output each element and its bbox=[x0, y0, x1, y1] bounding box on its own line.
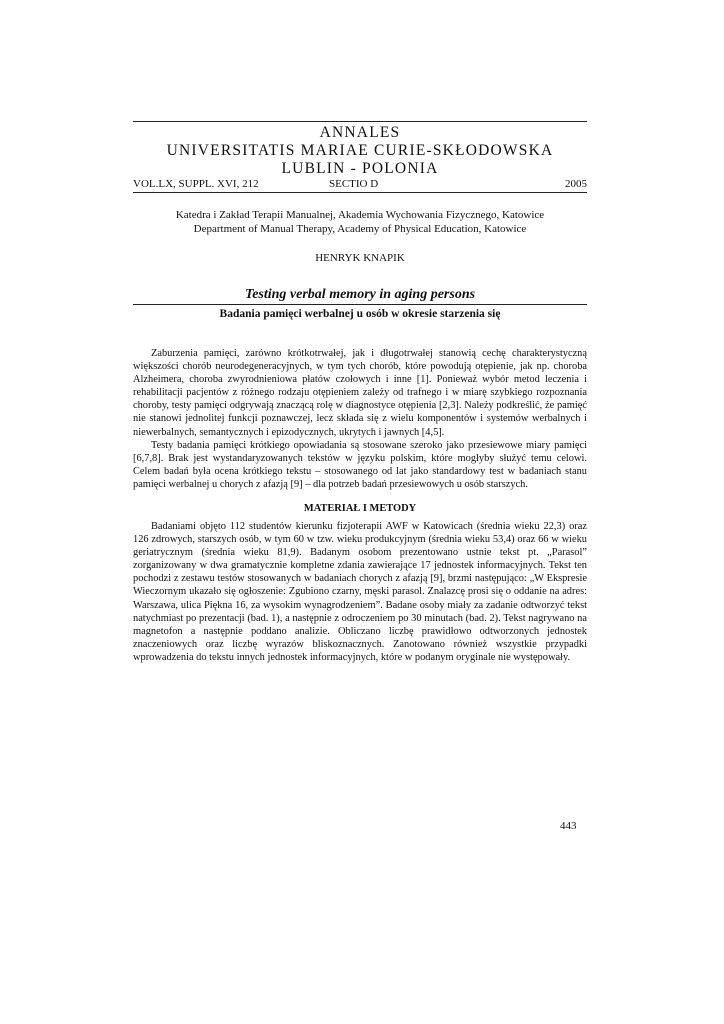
journal-name-line-1: ANNALES bbox=[319, 124, 401, 141]
top-rule bbox=[133, 121, 587, 122]
section: SECTIO D bbox=[329, 178, 379, 190]
article-title: Testing verbal memory in aging persons bbox=[244, 287, 476, 302]
methods bbox=[133, 520, 587, 664]
journal-location: LUBLIN - POLONIA bbox=[281, 160, 439, 177]
introduction bbox=[133, 347, 587, 491]
section-heading: MATERIAŁ I METODY bbox=[303, 503, 417, 514]
affiliation-polish: Katedra i Zakład Terapii Manualnej, Akademia Wychowania Fizycznego, Katowice bbox=[175, 209, 545, 221]
journal-name-line-2: UNIVERSITATIS MARIAE CURIE-SKŁODOWSKA bbox=[166, 142, 554, 159]
year: 2005 bbox=[565, 178, 587, 190]
methods-paragraph: Badaniami objęto 112 studentów kierunku fizjoterapii AWF w Katowicach (średnia wieku 22,3) oraz 126 zdrowych, starszych osób, w tym 60 w tzw. wieku produkcyjnym (średnia wieku 53,4) oraz 66 w wieku geriatrycznym (średnia wieku 81,9). Badanym osobom prezentowano ustnie tekst pt. „Parasol” zorganizowany w dwa gramatycznie kompletne zdania zawierające 17 jednostek informacyjnych. Tekst ten pochodzi z zestawu testów stosowanych w badaniach chorych z afazją [9], brzmi następująco: „W Ekspresie Wieczornym ukazało się ogłoszenie: Zgubiono czarny, męski parasol. Znalazcę prosi się o oddanie na adres: Warszawa, ulica Piękna 16, za wysokim wynagrodzeniem”. Badane osoby miały za zadanie odtworzyć tekst natychmiast po prezentacji (bad. 1), a następnie z odroczeniem po 30 minutach (bad. 2). Tekst nagrywano na magnetofon a następnie poddano analizie. Obliczano liczbę prawidłowo odtworzonych jednostek znaczeniowych oraz liczbę wyrazów bliskoznacznych. Zanotowano również wszystkie przypadki wprowadzenia do tekstu innych jednostek informacyjnych, które w podanym oryginale nie występowały. bbox=[133, 521, 587, 663]
intro-paragraph: Testy badania pamięci krótkiego opowiadania są stosowane szeroko jako przesiewowe miary pamięci [6,7,8]. Brak jest wystandaryzowanych tekstów w języku polskim, które mogłyby służyć temu celowi. Celem badań była ocena krótkiego tekstu – stosowanego od lat jako standardowy test w badaniach stanu pamięci werbalnej u chorych z afazją [9] – dla potrzeb badań przesiewowych u osób starszych. bbox=[133, 439, 587, 490]
masthead-bottom-rule bbox=[133, 192, 587, 193]
article-subtitle: Badania pamięci werbalnej u osób w okresie starzenia się bbox=[219, 308, 501, 320]
page-number: 443 bbox=[560, 820, 577, 832]
title-rule bbox=[133, 304, 587, 305]
affiliation-english: Department of Manual Therapy, Academy of Physical Education, Katowice bbox=[193, 223, 527, 235]
issue-info bbox=[133, 178, 587, 192]
volume: VOL.LX, SUPPL. XVI, 212 bbox=[133, 178, 259, 190]
intro-paragraph: Zaburzenia pamięci, zarówno krótkotrwałej, jak i długotrwałej stanowią cechę charakterystyczną większości chorób neurodegeneracyjnych, w tym tych chorób, które powodują otępienie, jak np. choroba Alzheimera, choroba zwyrodnieniowa płatów czołowych i inne [1]. Ponieważ wybór metod leczenia i rehabilitacji pacjentów z różnego rodzaju otępieniem zależy od trafnego i w miarę szybkiego rozpoznania choroby, testy pamięci odgrywają znaczącą rolę w diagnostyce otępienia [2,3]. Należy podkreślić, że pamięć nie stanowi jednolitej funkcji poznawczej, lecz składa się z wielu komponentów i systemów werbalnych i niewerbalnych, semantycznych i epizodycznych, ukrytych i jawnych [4,5]. bbox=[133, 348, 587, 438]
author-name: HENRYK KNAPIK bbox=[315, 252, 405, 264]
